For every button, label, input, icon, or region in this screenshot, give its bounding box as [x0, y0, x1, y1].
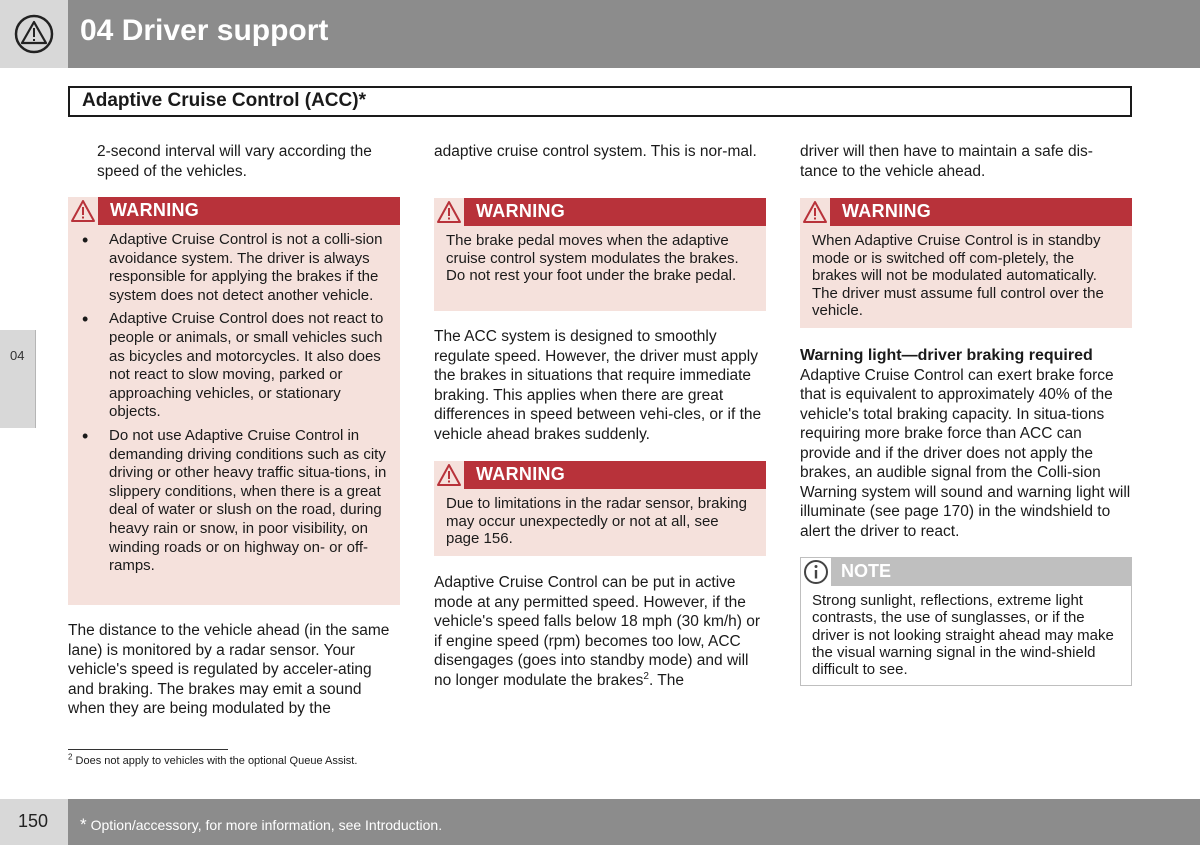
note-header: [801, 558, 1131, 586]
warning-list: [80, 231, 388, 576]
warning-header: [434, 198, 766, 226]
warning-triangle-icon: [70, 199, 96, 223]
footnote-ref: 2: [643, 670, 649, 682]
section-title-box: [68, 86, 1132, 117]
footer-note: [80, 815, 442, 835]
warning-triangle-icon: [436, 463, 462, 487]
col2-intro: adaptive cruise control system. This is nor-mal.: [434, 143, 757, 160]
chapter-title: 04 Driver support: [80, 14, 329, 47]
footnote-text: Does not apply to vehicles with the optional Queue Assist.: [75, 755, 358, 767]
warning-header: [434, 461, 766, 489]
col2-para2-wrap: [434, 573, 766, 690]
col2-intro-wrap: [434, 142, 764, 162]
col1-body-wrap: [68, 621, 400, 719]
warning-triangle-icon: [802, 200, 828, 224]
warning-title: WARNING: [842, 201, 932, 221]
warning-header: [800, 198, 1132, 226]
col1-body: The distance to the vehicle ahead (in the same lane) is monitored by a radar sensor. Your vehicle's speed is regulated by acceler-ating and braking. The brakes may emit a sound when they are being modulated by the: [68, 622, 390, 717]
warning-header: [68, 197, 400, 225]
note-body: Strong sunlight, reflections, extreme light contrasts, the use of sunglasses, or if the driver is not looking straight ahead may make the visual warning signal in the wind-shield difficult to see.: [812, 592, 1114, 679]
col1-intro: 2-second interval will vary according the speed of the vehicles.: [97, 143, 372, 180]
warning-box-3: [434, 461, 766, 556]
col3-intro: driver will then have to maintain a safe dis-tance to the vehicle ahead.: [800, 143, 1093, 180]
col3-para: Adaptive Cruise Control can exert brake force that is equivalent to approximately 40% of the vehicle's total braking capacity. In situa-tions requiring more brake force than ACC can provide and if the driver does not apply the brakes, an audible signal from the Colli-sion Warning system will sound and warning light will illuminate (see page 170) in the windshield to alert the driver to react.: [800, 366, 1131, 540]
col1-intro-wrap: [97, 142, 397, 181]
info-icon: [803, 559, 829, 585]
header-icon-box: [0, 0, 68, 68]
chapter-side-tab-label: 04: [10, 348, 25, 363]
warning-triangle-icon: [14, 14, 54, 54]
col2-para1: The ACC system is designed to smoothly regulate speed. However, the driver must apply the brakes in situations that require immediate braking. This applies when there are great differences in speed between vehi-cles, or if the vehicle ahead brakes suddenly.: [434, 328, 762, 443]
warning-box-1: [68, 197, 400, 605]
footnote: [68, 752, 358, 767]
warning-list-item: • Adaptive Cruise Control does not react to people or animals, or small vehicles such as bicycles and motorcycles. It also does not react to slow moving, parked or approaching vehicles, or stationary objects.: [80, 310, 388, 422]
footnote-rule: [68, 749, 228, 750]
asterisk-symbol: *: [80, 815, 87, 834]
warning-box-2: [434, 198, 766, 311]
footer-note-text: Option/accessory, for more information, see Introduction.: [90, 817, 443, 833]
warning-triangle-icon: [436, 200, 462, 224]
note-title: NOTE: [841, 561, 892, 581]
warning-title: WARNING: [476, 464, 566, 484]
col2-para2: [434, 573, 766, 690]
col3-subheading: Warning light—driver braking required: [800, 347, 1093, 364]
col3-body-wrap: [800, 346, 1132, 541]
page-number: 150: [18, 811, 49, 831]
warning-list-item: • Adaptive Cruise Control is not a colli-sion avoidance system. The driver is always responsible for applying the brakes if the system does not detect another vehicle.: [80, 231, 388, 305]
note-box: [800, 557, 1132, 686]
chapter-side-tab: [0, 330, 36, 428]
warning-title: WARNING: [110, 200, 200, 220]
warning-body: The brake pedal moves when the adaptive cruise control system modulates the brakes. Do not rest your foot under the brake pedal.: [446, 232, 739, 284]
col2-para1-wrap: [434, 327, 766, 444]
warning-body: When Adaptive Cruise Control is in standby mode or is switched off com-pletely, the brakes will not be modulated automatically. The driver must assume full control over the vehicle.: [812, 232, 1104, 319]
warning-title: WARNING: [476, 201, 566, 221]
warning-body: [68, 225, 400, 576]
section-title: Adaptive Cruise Control (ACC)*: [82, 90, 366, 111]
footnote-marker: 2: [68, 752, 73, 762]
col2-para2-text: Adaptive Cruise Control can be put in active mode at any permitted speed. However, if the vehicle's speed falls below 18 mph (30 km/h) or if engine speed (rpm) becomes too low, ACC disengages (goes into standby mode) and will no longer modulate the brakes: [434, 574, 761, 689]
warning-body: Due to limitations in the radar sensor, braking may occur unexpectedly or not at all, see page 156.: [446, 495, 747, 547]
warning-list-item: • Do not use Adaptive Cruise Control in demanding driving conditions such as city driving or other heavy traffic situa-tions, in slippery conditions, when there is a great deal of water or slush on the road, during heavy rain or snow, in poor visibility, on winding roads or on highway on- or off-ramps.: [80, 427, 388, 576]
col3-intro-wrap: [800, 142, 1130, 181]
warning-box-4: [800, 198, 1132, 328]
col2-para2-end: . The: [648, 671, 684, 689]
